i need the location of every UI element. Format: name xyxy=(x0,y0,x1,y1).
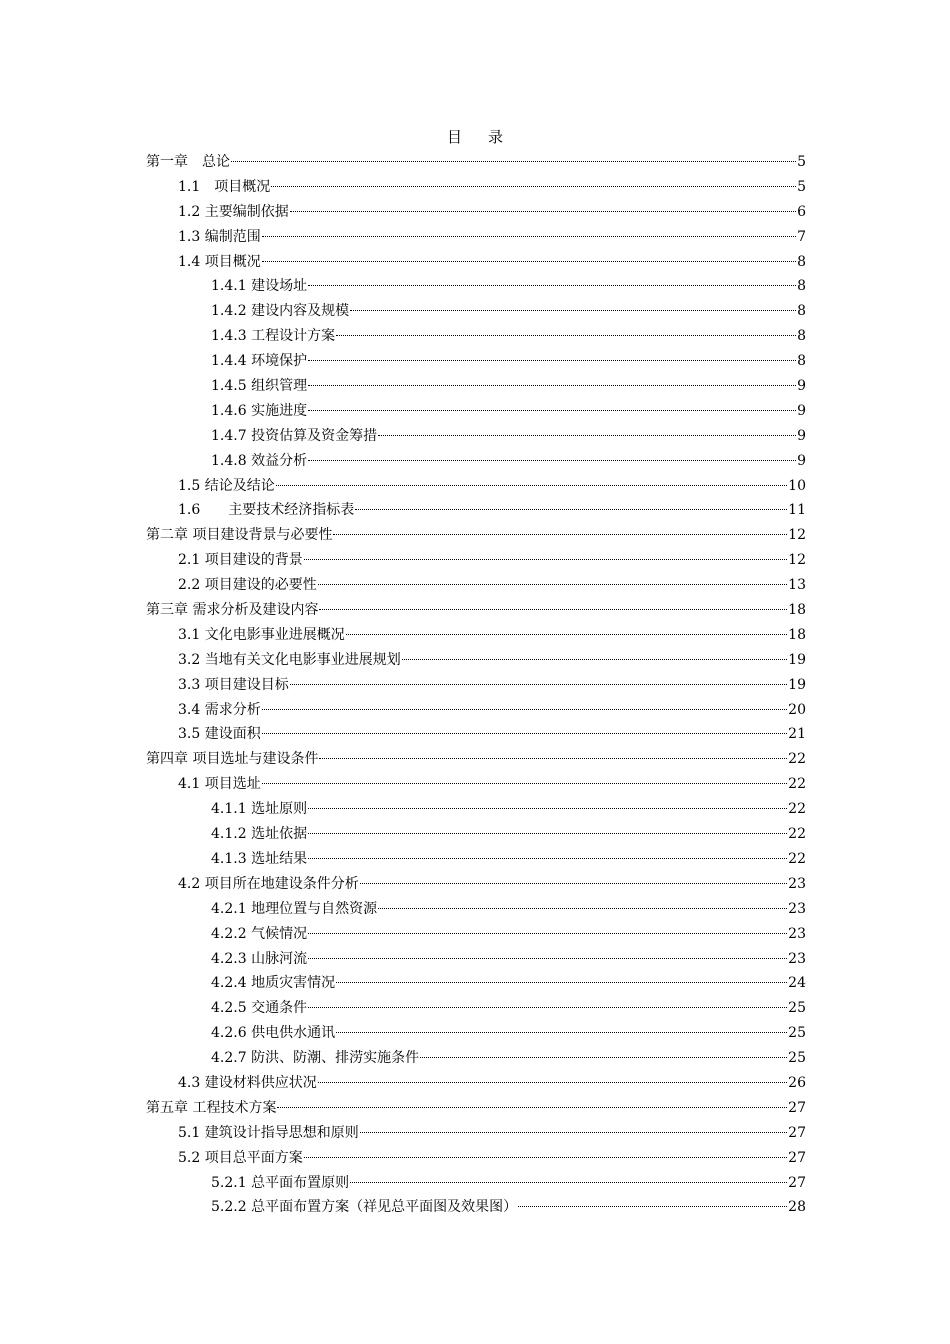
dot-leader xyxy=(304,1157,787,1158)
toc-entry-label: 5.2.1 总平面布置原则 xyxy=(211,1174,350,1191)
toc-entry-page-number: 27 xyxy=(788,1149,806,1166)
dot-leader xyxy=(355,509,787,510)
toc-entry[interactable] xyxy=(146,150,806,175)
dot-leader xyxy=(308,460,796,461)
toc-entry-page-number: 23 xyxy=(788,950,806,967)
toc-heading-second-char: 录 xyxy=(488,128,504,146)
toc-entry[interactable] xyxy=(146,324,806,349)
toc-entry[interactable] xyxy=(146,797,806,822)
toc-entry-label: 3.1 文化电影事业进展概况 xyxy=(178,626,345,643)
toc-entry-page-number: 20 xyxy=(788,701,806,718)
toc-entry-page-number: 26 xyxy=(788,1074,806,1091)
dot-leader xyxy=(304,559,787,560)
toc-entry[interactable] xyxy=(146,424,806,449)
toc-entry[interactable] xyxy=(146,922,806,947)
toc-entry[interactable] xyxy=(146,996,806,1021)
toc-entry-label: 2.1 项目建设的背景 xyxy=(178,552,303,569)
toc-entry-label: 4.2.6 供电供水通讯 xyxy=(211,1025,336,1042)
dot-leader xyxy=(308,410,796,411)
toc-entry-label: 4.1.2 选址依据 xyxy=(211,826,308,843)
toc-entry-page-number: 18 xyxy=(788,602,806,619)
toc-entry[interactable] xyxy=(146,1071,806,1096)
dot-leader xyxy=(271,186,796,187)
toc-entry-label: 4.2.5 交通条件 xyxy=(211,1000,308,1017)
toc-entry[interactable] xyxy=(146,648,806,673)
toc-entry-page-number: 18 xyxy=(788,626,806,643)
dot-leader xyxy=(276,485,787,486)
toc-entry-label: 1.5 结论及结论 xyxy=(178,477,275,494)
toc-entry-page-number: 19 xyxy=(788,676,806,693)
toc-entry[interactable] xyxy=(146,1171,806,1196)
toc-entry[interactable] xyxy=(146,573,806,598)
toc-entry-page-number: 19 xyxy=(788,651,806,668)
toc-entry[interactable] xyxy=(146,374,806,399)
dot-leader xyxy=(308,808,787,809)
toc-entry[interactable] xyxy=(146,1195,806,1220)
toc-entry[interactable] xyxy=(146,299,806,324)
toc-entry-page-number: 27 xyxy=(788,1099,806,1116)
toc-entry-label: 1.1 项目概况 xyxy=(178,178,271,195)
toc-entry-label: 4.2.4 地质灾害情况 xyxy=(211,975,336,992)
toc-entry-page-number: 27 xyxy=(788,1174,806,1191)
toc-entry-label: 4.2.7 防洪、防潮、排涝实施条件 xyxy=(211,1050,420,1067)
toc-entry[interactable] xyxy=(146,200,806,225)
dot-leader xyxy=(308,385,796,386)
toc-entry-label: 1.6 主要技术经济指标表 xyxy=(178,502,355,519)
toc-entry[interactable] xyxy=(146,747,806,772)
dot-leader xyxy=(360,1132,787,1133)
toc-entry[interactable] xyxy=(146,474,806,499)
toc-entry-page-number: 8 xyxy=(797,328,806,345)
toc-entry[interactable] xyxy=(146,274,806,299)
dot-leader xyxy=(308,360,796,361)
dot-leader xyxy=(318,584,787,585)
toc-entry-page-number: 13 xyxy=(788,577,806,594)
dot-leader xyxy=(336,1032,787,1033)
toc-entry-page-number: 8 xyxy=(797,303,806,320)
toc-entry-label: 3.2 当地有关文化电影事业进展规划 xyxy=(178,651,401,668)
toc-entry-label: 1.4.3 工程设计方案 xyxy=(211,328,336,345)
dot-leader xyxy=(308,858,787,859)
toc-entry[interactable] xyxy=(146,1021,806,1046)
toc-entry-label: 1.4.1 建设场址 xyxy=(211,278,308,295)
dot-leader xyxy=(262,709,787,710)
toc-entry-page-number: 7 xyxy=(797,228,806,245)
dot-leader xyxy=(378,908,787,909)
dot-leader xyxy=(350,310,796,311)
toc-entry-label: 5.1 建筑设计指导思想和原则 xyxy=(178,1124,359,1141)
toc-entry[interactable] xyxy=(146,623,806,648)
toc-entry-page-number: 21 xyxy=(788,726,806,743)
toc-entry[interactable] xyxy=(146,673,806,698)
toc-entry-label: 4.2.1 地理位置与自然资源 xyxy=(211,900,378,917)
dot-leader xyxy=(350,1182,787,1183)
toc-entry[interactable] xyxy=(146,947,806,972)
dot-leader xyxy=(290,211,796,212)
toc-entry-label: 1.4.5 组织管理 xyxy=(211,378,308,395)
toc-entry-label: 4.2.2 气候情况 xyxy=(211,925,308,942)
toc-entry[interactable] xyxy=(146,349,806,374)
toc-entry-label: 第三章 需求分析及建设内容 xyxy=(146,602,319,619)
dot-leader xyxy=(262,783,787,784)
toc-entry-page-number: 5 xyxy=(797,154,806,170)
toc-entry-page-number: 8 xyxy=(797,253,806,270)
toc-entry-page-number: 25 xyxy=(788,1050,806,1067)
toc-entry-page-number: 27 xyxy=(788,1124,806,1141)
toc-entry-page-number: 22 xyxy=(788,850,806,867)
dot-leader xyxy=(346,634,787,635)
dot-leader xyxy=(308,933,787,934)
toc-entry-page-number: 9 xyxy=(797,402,806,419)
dot-leader xyxy=(308,285,796,286)
toc-entry[interactable] xyxy=(146,399,806,424)
toc-entry[interactable] xyxy=(146,548,806,573)
toc-entry-page-number: 23 xyxy=(788,900,806,917)
toc-entry-page-number: 9 xyxy=(797,427,806,444)
toc-entry-label: 5.2.2 总平面布置方案（祥见总平面图及效果图） xyxy=(211,1199,518,1216)
toc-entry[interactable] xyxy=(146,1046,806,1071)
dot-leader xyxy=(262,733,787,734)
dot-leader xyxy=(277,1107,787,1108)
dot-leader xyxy=(231,161,796,162)
toc-entry-label: 4.2.3 山脉河流 xyxy=(211,950,308,967)
toc-entry-label: 1.4.7 投资估算及资金筹措 xyxy=(211,427,378,444)
toc-entry[interactable] xyxy=(146,1096,806,1121)
dot-leader xyxy=(378,435,796,436)
dot-leader xyxy=(308,833,787,834)
dot-leader xyxy=(308,1007,787,1008)
toc-entry-page-number: 22 xyxy=(788,801,806,818)
toc-entry-label: 4.2 项目所在地建设条件分析 xyxy=(178,875,359,892)
toc-entry[interactable] xyxy=(146,1121,806,1146)
toc-entry[interactable] xyxy=(146,971,806,996)
toc-entry-page-number: 8 xyxy=(797,353,806,370)
dot-leader xyxy=(319,758,787,759)
toc-entry-page-number: 12 xyxy=(788,552,806,569)
toc-entry-page-number: 22 xyxy=(788,751,806,768)
toc-entry-page-number: 8 xyxy=(797,278,806,295)
toc-entry[interactable] xyxy=(146,523,806,548)
toc-heading xyxy=(0,127,950,147)
toc-entry-label: 1.3 编制范围 xyxy=(178,228,261,245)
toc-entry[interactable] xyxy=(146,822,806,847)
toc-entry[interactable] xyxy=(146,175,806,200)
toc-entry[interactable] xyxy=(146,698,806,723)
toc-entry-page-number: 28 xyxy=(788,1199,806,1216)
table-of-contents xyxy=(146,150,806,1220)
toc-entry-label: 第四章 项目选址与建设条件 xyxy=(146,751,319,768)
toc-entry-label: 3.3 项目建设目标 xyxy=(178,676,289,693)
toc-entry-page-number: 22 xyxy=(788,826,806,843)
toc-entry-page-number: 23 xyxy=(788,925,806,942)
dot-leader xyxy=(336,335,796,336)
toc-entry[interactable] xyxy=(146,1146,806,1171)
toc-entry-page-number: 22 xyxy=(788,776,806,793)
toc-entry-page-number: 25 xyxy=(788,1025,806,1042)
dot-leader xyxy=(262,236,796,237)
toc-entry-label: 第二章 项目建设背景与必要性 xyxy=(146,527,333,544)
toc-entry-page-number: 24 xyxy=(788,975,806,992)
toc-entry-label: 4.1.3 选址结果 xyxy=(211,850,308,867)
toc-entry-label: 1.2 主要编制依据 xyxy=(178,203,289,220)
dot-leader xyxy=(336,982,787,983)
toc-entry-page-number: 9 xyxy=(797,452,806,469)
toc-entry-label: 1.4.6 实施进度 xyxy=(211,402,308,419)
toc-entry-label: 4.1.1 选址原则 xyxy=(211,801,308,818)
toc-entry-page-number: 6 xyxy=(797,203,806,220)
toc-entry-label: 4.1 项目选址 xyxy=(178,776,261,793)
dot-leader xyxy=(333,534,787,535)
toc-entry-label: 1.4.8 效益分析 xyxy=(211,452,308,469)
toc-heading-first-char: 目 xyxy=(446,128,462,146)
toc-entry-label: 第一章 总论 xyxy=(146,154,230,170)
dot-leader xyxy=(262,261,796,262)
toc-entry[interactable] xyxy=(146,598,806,623)
toc-entry-label: 2.2 项目建设的必要性 xyxy=(178,577,317,594)
dot-leader xyxy=(318,1082,787,1083)
toc-entry[interactable] xyxy=(146,498,806,523)
toc-entry[interactable] xyxy=(146,250,806,275)
toc-entry-label: 3.4 需求分析 xyxy=(178,701,261,718)
toc-entry[interactable] xyxy=(146,722,806,747)
toc-entry-label: 1.4 项目概况 xyxy=(178,253,261,270)
toc-entry-label: 第五章 工程技术方案 xyxy=(146,1099,277,1116)
toc-entry-label: 1.4.2 建设内容及规模 xyxy=(211,303,350,320)
dot-leader xyxy=(360,883,787,884)
toc-entry[interactable] xyxy=(146,225,806,250)
toc-entry-label: 4.3 建设材料供应状况 xyxy=(178,1074,317,1091)
toc-entry-page-number: 11 xyxy=(788,502,806,519)
dot-leader xyxy=(402,659,787,660)
toc-entry-page-number: 10 xyxy=(788,477,806,494)
toc-entry-label: 1.4.4 环境保护 xyxy=(211,353,308,370)
toc-entry-page-number: 9 xyxy=(797,378,806,395)
toc-entry-label: 3.5 建设面积 xyxy=(178,726,261,743)
dot-leader xyxy=(290,684,787,685)
toc-entry-label: 5.2 项目总平面方案 xyxy=(178,1149,303,1166)
toc-entry[interactable] xyxy=(146,872,806,897)
dot-leader xyxy=(319,609,787,610)
toc-entry[interactable] xyxy=(146,847,806,872)
toc-entry[interactable] xyxy=(146,449,806,474)
dot-leader xyxy=(518,1206,787,1207)
toc-entry-page-number: 25 xyxy=(788,1000,806,1017)
dot-leader xyxy=(308,958,787,959)
toc-entry[interactable] xyxy=(146,897,806,922)
dot-leader xyxy=(420,1057,787,1058)
toc-entry-page-number: 23 xyxy=(788,875,806,892)
toc-entry-page-number: 12 xyxy=(788,527,806,544)
toc-entry[interactable] xyxy=(146,772,806,797)
toc-entry-page-number: 5 xyxy=(797,178,806,195)
